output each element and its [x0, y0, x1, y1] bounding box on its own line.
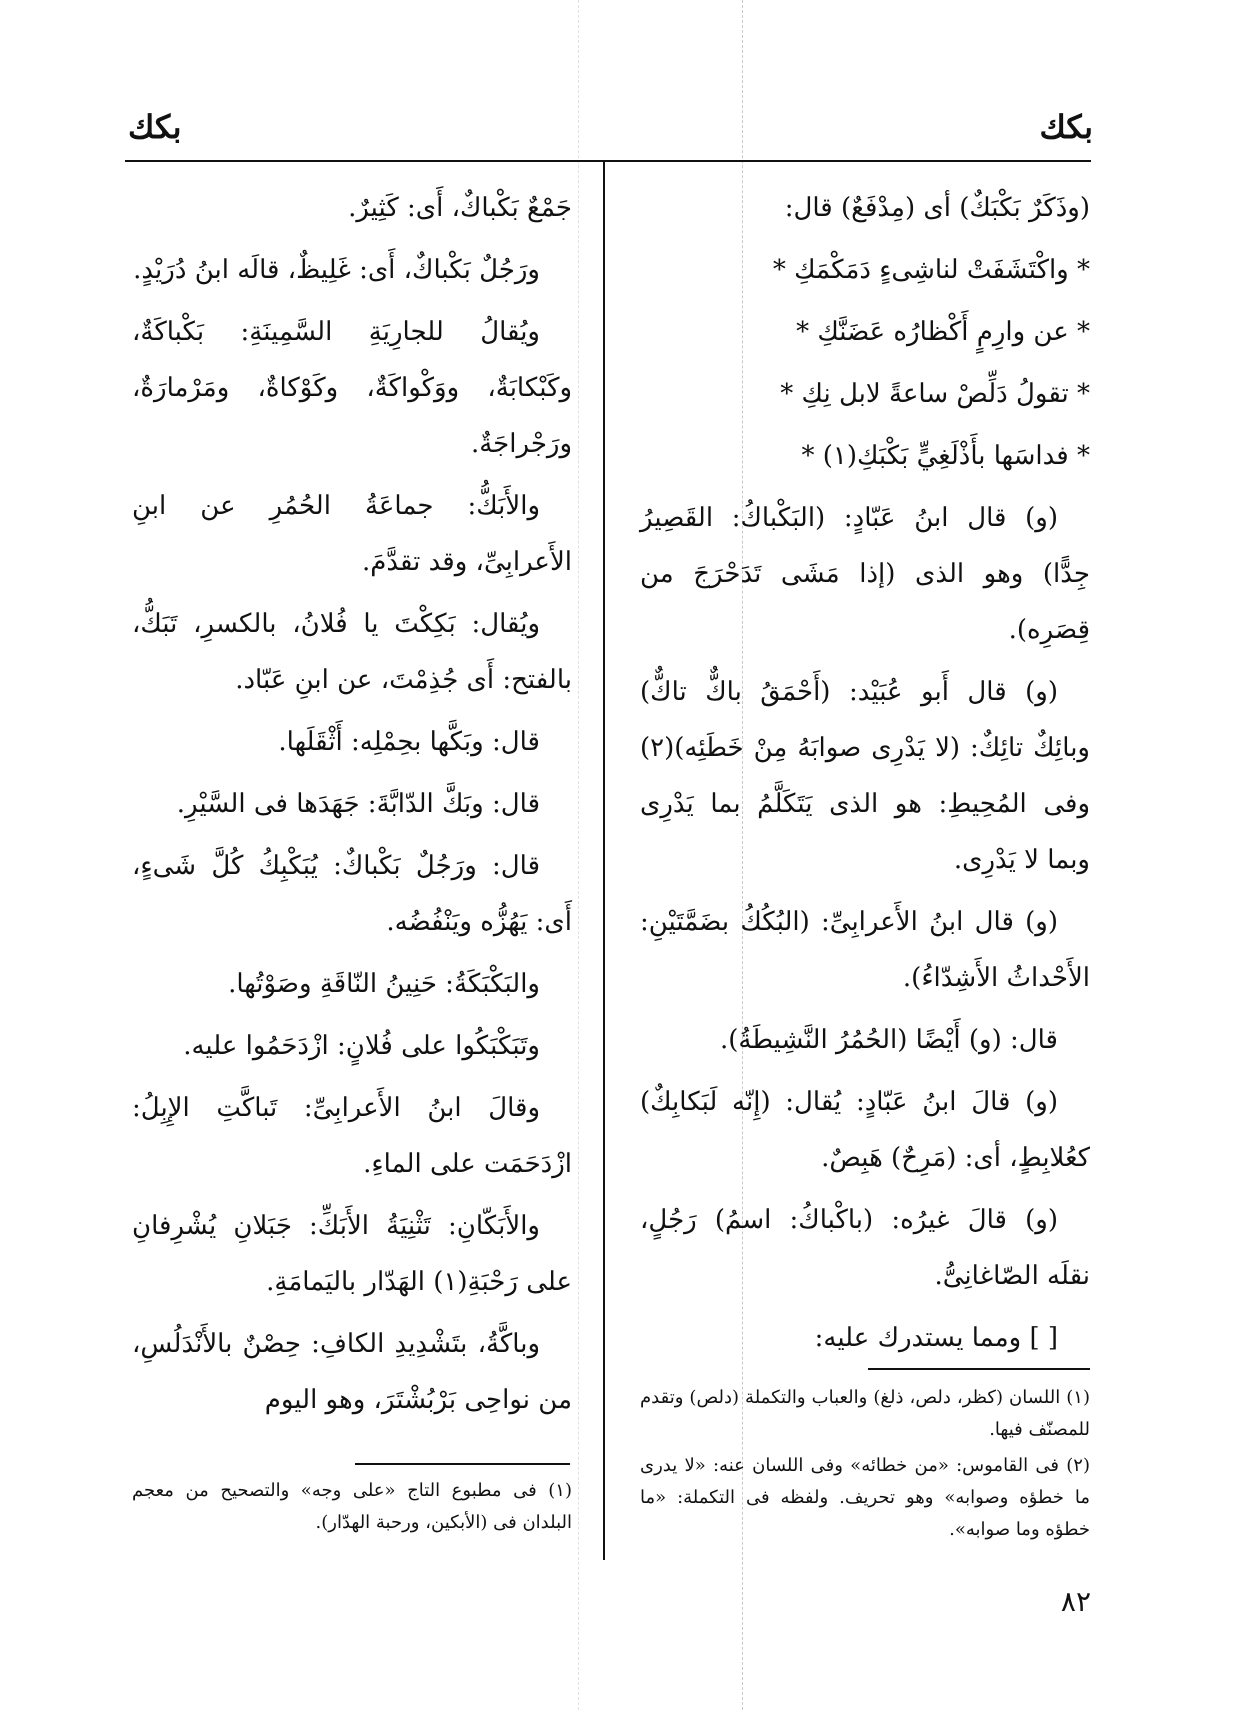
paragraph: ويُقال: بَكِكْتَ يا فُلانُ، بالكسرِ، تَبَكُّ، بالفتح: أَى جُذِمْتَ، عن ابنِ عَبّاد.: [132, 609, 572, 695]
paragraph: وقالَ ابنُ الأَعرابِىِّ: تَباكَّتِ الإِبِلُ: ازْدَحَمَت على الماءِ.: [132, 1093, 572, 1179]
paragraph: وباكَّةُ، بتَشْدِيدِ الكافِ: حِصْنٌ بالأَنْدَلُسِ، من نواحِى بَرْبُشْتَرَ، وهو اليوم: [132, 1329, 572, 1415]
verse-line: * واكْتَشَفَتْ لناشِىءٍ دَمَكْمَكِ *: [772, 255, 1090, 285]
verse-line: * فداسَها بأَذْلَغِيٍّ بَكْبَكِ(١) *: [801, 441, 1090, 471]
paragraph: قال: (و) أَيْضًا (الحُمُرُ النَّشِيطَةُ).: [720, 1025, 1058, 1055]
paragraph: (وذَكَرٌ بَكْبَكٌ) أى (مِدْفَعٌ) قال:: [784, 193, 1090, 223]
left-column: [132, 180, 572, 1434]
right-column: [640, 180, 1090, 1372]
footnote: (١) اللسان (كظر، دلص، ذلغ) والعباب والتكملة (دلص) وتقدم للمصنّف فيها.: [640, 1387, 1090, 1440]
footnote: (٢) فى القاموس: «من خطائه» وفى اللسان عنه: «لا يدرى ما خطؤه وصوابه» وهو تحريف. ولفظه فى التكملة: «ما خطؤه وما صوابه».: [640, 1455, 1090, 1540]
paragraph: وتَبَكْبَكُوا على فُلانٍ: ازْدَحَمُوا عليه.: [183, 1031, 540, 1061]
page-crease-line: [578, 0, 579, 1710]
footnotes-right: [640, 1382, 1090, 1550]
verse-line: * تقولُ دَلِّصْ ساعةً لابل نِكِ *: [780, 379, 1090, 409]
footnote-rule-right: [868, 1368, 1090, 1370]
footnote-rule-left: [355, 1463, 570, 1465]
footnote: (١) فى مطبوع التاج «على وجه» والتصحيح من معجم البلدان فى (الأبكين، ورحبة الهدّار).: [132, 1480, 572, 1533]
paragraph: قال: وبَكَّها بحِمْلِه: أَثْقَلَها.: [278, 727, 540, 757]
paragraph: والبَكْبَكَةُ: حَنِينُ النّاقَةِ وصَوْتُها.: [228, 969, 540, 999]
paragraph: (و) قالَ غيرُه: (باكْباكُ: اسمُ) رَجُلٍ، نقلَه الصّاغانِىُّ.: [640, 1205, 1090, 1291]
verse-line: * عن وارِمٍ أَكْظارُه عَضَنَّكِ *: [796, 317, 1090, 347]
paragraph: (و) قال ابنُ الأَعرابِىِّ: (البُكُكُ بضَمَّتَيْنِ: الأَحْداثُ الأَشِدّاءُ).: [640, 907, 1090, 993]
paragraph: ورَجُلٌ بَكْباكٌ، أَى: غَلِيظٌ، قالَه ابنُ دُرَيْدٍ.: [133, 255, 540, 285]
running-head-right: بكك: [1039, 108, 1093, 146]
paragraph: والأَبَكُّ: جماعَةُ الحُمُرِ عن ابنِ الأَعرابِىِّ، وقد تقدَّمَ.: [132, 491, 572, 577]
column-divider: [603, 162, 605, 1560]
page-number: ٨٢: [1060, 1585, 1091, 1618]
paragraph: قال: وبَكَّ الدّابَّةَ: جَهَدَها فى السَّيْرِ.: [176, 789, 540, 819]
footnotes-left: [132, 1475, 572, 1543]
paragraph: والأَبَكّانِ: تَثْنِيَةُ الأَبَكِّ: جَبَلانِ يُشْرِفانِ على رَحْبَةِ(١) الهَدّار باليَمامَةِ.: [132, 1211, 572, 1297]
paragraph: (و) قال ابنُ عَبّادٍ: (البَكْباكُ: القَصِيرُ جِدًّا) وهو الذى (إذا مَشَى تَدَحْرَجَ من قِصَرِه).: [640, 503, 1090, 645]
paragraph: [ ] ومما يستدرك عليه:: [814, 1323, 1058, 1353]
paragraph: (و) قال أَبو عُبَيْد: (أَحْمَقُ باكٌّ تاكٌّ) وبائِكٌ تائِكٌ: (لا يَدْرِى صوابَهُ مِنْ خَطَئِه)(٢) وفى المُحِيطِ: هو الذى يَتَكَلَّمُ بما يَدْرِى وبما لا يَدْرِى.: [640, 677, 1090, 875]
paragraph: قال: ورَجُلٌ بَكْباكٌ: يُبَكْبِكُ كُلَّ شَىءٍ، أَى: يَهُزُّه ويَنْفُضُه.: [132, 851, 572, 937]
paragraph: (و) قالَ ابنُ عَبّادٍ: يُقال: (إِنّه لَبَكابِكٌ) كعُلابِطٍ، أى: (مَرِحٌ) هَبِصٌ.: [640, 1087, 1090, 1173]
paragraph: ويُقالُ للجارِيَةِ السَّمِينَةِ: بَكْباكَةٌ، وكَبْكابَةٌ، ووَكْواكَةٌ، وكَوْكاةٌ، ومَرْمارَةٌ، ورَجْراجَةٌ.: [132, 317, 572, 459]
running-head-left: بكك: [128, 108, 182, 146]
paragraph: جَمْعٌ بَكْباكٌ، أَى: كَثِيرٌ.: [348, 193, 572, 223]
header-rule: [125, 160, 1091, 162]
